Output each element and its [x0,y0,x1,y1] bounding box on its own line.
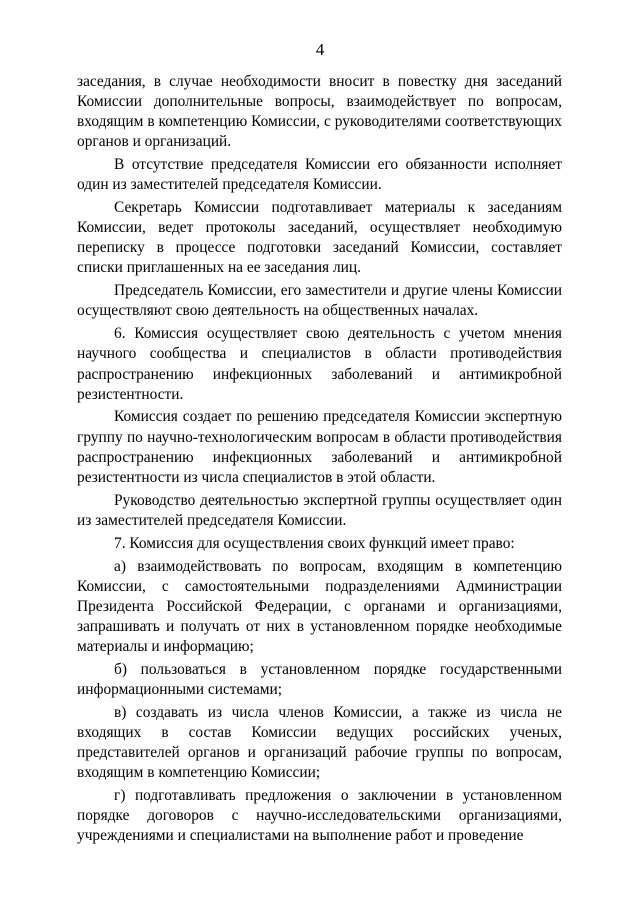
paragraph-expert-group: Комиссия создает по решению председателя Комиссии экспертную группу по научно-технологическим вопросам в области противодействия распространению инфекционных заболеваний и антимикробной резистентности из числа специалистов в этой области. [77,408,562,486]
paragraph-item-7: 7. Комиссия для осуществления своих функций имеет право: [114,534,515,552]
paragraph-item-7a: а) взаимодействовать по вопросам, входящим в компетенцию Комиссии, с самостоятельными подразделениями Администрации Президента Российской Федерации, с органами и организациями, запрашивать и получать от них в установленном порядке необходимые материалы и информацию; [77,557,562,655]
paragraph-continuation: заседания, в случае необходимости вносит в повестку дня заседаний Комиссии дополнительные вопросы, взаимодействует по вопросам, входящим в компетенцию Комиссии, с руководителями соответствующих органов и организаций. [77,73,562,151]
paragraph-item-7g: г) подготавливать предложения о заключении в установленном порядке договоров с научно-исследовательскими организациями, учреждениями и специалистами на выполнение работ и проведение [77,786,562,845]
document-body [77,72,562,849]
paragraph-secretary: Секретарь Комиссии подготавливает материалы к заседаниям Комиссии, ведет протоколы заседаний, осуществляет необходимую переписку в процессе подготовки заседаний Комиссии, составляет списки приглашенных на ее заседания лиц. [77,199,562,277]
paragraph-public-basis: Председатель Комиссии, его заместители и другие члены Комиссии осуществляют свою деятельность на общественных началах. [77,282,562,320]
page-number: 4 [315,40,325,59]
paragraph-item-7b: б) пользоваться в установленном порядке государственными информационными системами; [77,660,562,698]
paragraph-expert-group-lead: Руководство деятельностью экспертной группы осуществляет один из заместителей председателя Комиссии. [77,491,562,529]
paragraph-item-6: 6. Комиссия осуществляет свою деятельность с учетом мнения научного сообщества и специалистов в области противодействия распространению инфекционных заболеваний и антимикробной резистентности. [77,325,562,403]
paragraph-chairman-absence: В отсутствие председателя Комиссии его обязанности исполняет один из заместителей председателя Комиссии. [77,156,562,194]
paragraph-item-7v: в) создавать из числа членов Комиссии, а также из числа не входящих в состав Комиссии ведущих российских ученых, представителей органов и организаций рабочие группы по вопросам, входящим в компетенцию Комиссии; [77,703,562,782]
